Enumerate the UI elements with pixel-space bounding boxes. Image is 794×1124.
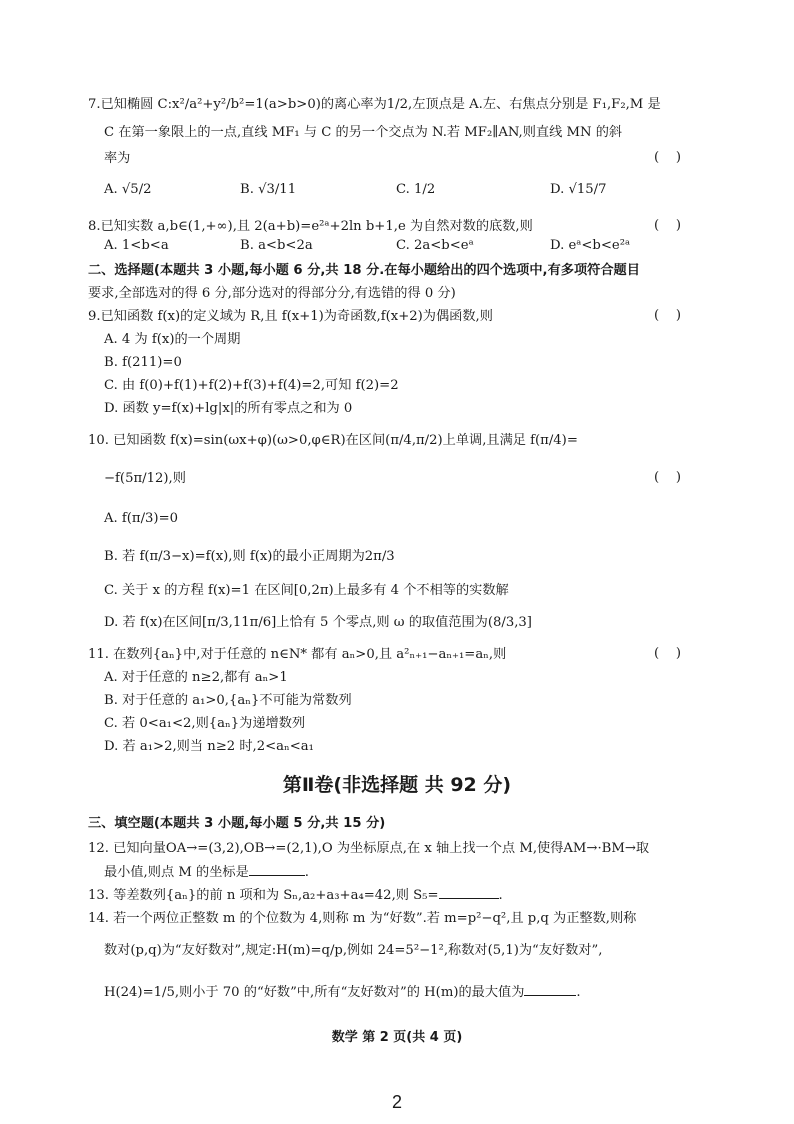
q12-line-2-end: . [304, 865, 309, 880]
q11-answer-paren: ( ) [654, 646, 682, 661]
q9-answer-paren: ( ) [654, 308, 682, 323]
q14-line-1: 14. 若一个两位正整数 m 的个位数为 4,则称 m 为“好数”.若 m=p²−q²,且 p,q 为正整数,则称 [88, 911, 637, 926]
section-2-header-line-1: 二、选择题(本题共 3 小题,每小题 6 分,共 18 分.在每小题给出的四个选项中,有多项符合题目 [88, 263, 640, 278]
q13-answer-blank[interactable] [439, 885, 499, 899]
q10-line-2: −f(5π/12),则 [104, 471, 186, 486]
section-3-header: 三、填空题(本题共 3 小题,每小题 5 分,共 15 分) [88, 816, 386, 831]
q10-option-c: C. 关于 x 的方程 f(x)=1 在区间[0,2π)上最多有 4 个不相等的实数解 [104, 583, 509, 598]
q8-option-a: A. 1<b<a [104, 238, 169, 253]
q10-option-b: B. 若 f(π/3−x)=f(x),则 f(x)的最小正周期为2π/3 [104, 549, 395, 564]
page-footer: 数学 第 2 页(共 4 页) [331, 1030, 463, 1045]
q8-stem: 8.已知实数 a,b∈(1,+∞),且 2(a+b)=e²ᵃ+2ln b+1,e 为自然对数的底数,则 [88, 219, 533, 234]
q14-line-3-text: H(24)=1/5,则小于 70 的“好数”中,所有“友好数对”的 H(m)的最大值为 [104, 985, 525, 1000]
q8-option-c: C. 2a<b<eᵃ [396, 238, 474, 253]
q10-line-1: 10. 已知函数 f(x)=sin(ωx+φ)(ω>0,φ∈R)在区间(π/4,π/2)上单调,且满足 f(π/4)= [88, 433, 578, 448]
q12-line-2-text: 最小值,则点 M 的坐标是 [104, 865, 249, 880]
q9-option-d: D. 函数 y=f(x)+lg|x|的所有零点之和为 0 [104, 401, 353, 416]
q14-line-2: 数对(p,q)为“友好数对”,规定:H(m)=q/p,例如 24=5²−1²,称数对(5,1)为“友好数对”, [104, 943, 603, 958]
q7-line-3: 率为 [104, 151, 131, 166]
q7-option-b: B. √3/11 [240, 182, 297, 197]
page-number: 2 [391, 1092, 402, 1112]
q7-option-d: D. √15/7 [550, 182, 607, 197]
q14-line-3 [104, 982, 581, 1002]
q12-line-2 [104, 862, 309, 882]
q12-answer-blank[interactable] [249, 862, 305, 876]
q10-option-a: A. f(π/3)=0 [104, 511, 179, 526]
q8-answer-paren: ( ) [654, 218, 682, 233]
part-2-title: 第Ⅱ卷(非选择题 共 92 分) [282, 774, 512, 796]
q11-option-b: B. 对于任意的 a₁>0,{aₙ}不可能为常数列 [104, 693, 352, 708]
q11-stem: 11. 在数列{aₙ}中,对于任意的 n∈N* 都有 aₙ>0,且 a²ₙ₊₁−aₙ₊₁=aₙ,则 [88, 647, 507, 662]
q14-answer-blank[interactable] [524, 982, 576, 996]
q14-line-3-end: . [576, 985, 581, 1000]
q7-line-2: C 在第一象限上的一点,直线 MF₁ 与 C 的另一个交点为 N.若 MF₂∥AN,则直线 MN 的斜 [104, 125, 623, 140]
q8-option-d: D. eᵃ<b<e²ᵃ [550, 238, 631, 253]
q7-line-1: 7.已知椭圆 C:x²/a²+y²/b²=1(a>b>0)的离心率为1/2,左顶点是 A.左、右焦点分别是 F₁,F₂,M 是 [88, 97, 661, 112]
q13-line [88, 885, 503, 905]
q11-option-c: C. 若 0<a₁<2,则{aₙ}为递增数列 [104, 716, 306, 731]
section-2-header-line-2: 要求,全部选对的得 6 分,部分选对的得部分分,有选错的得 0 分) [88, 286, 456, 301]
q9-stem: 9.已知函数 f(x)的定义域为 R,且 f(x+1)为奇函数,f(x+2)为偶函数,则 [88, 309, 493, 324]
q8-option-b: B. a<b<2a [240, 238, 313, 253]
q13-end: . [498, 888, 503, 903]
q13-text: 13. 等差数列{aₙ}的前 n 项和为 Sₙ,a₂+a₃+a₄=42,则 S₅= [88, 888, 439, 903]
q10-option-d: D. 若 f(x)在区间[π/3,11π/6]上恰有 5 个零点,则 ω 的取值范围为(8/3,3] [104, 615, 532, 630]
q11-option-a: A. 对于任意的 n≥2,都有 aₙ>1 [104, 670, 288, 685]
q9-option-a: A. 4 为 f(x)的一个周期 [104, 332, 241, 347]
q12-line-1: 12. 已知向量OA→=(3,2),OB→=(2,1),O 为坐标原点,在 x 轴上找一个点 M,使得AM→·BM→取 [88, 841, 650, 856]
q9-option-c: C. 由 f(0)+f(1)+f(2)+f(3)+f(4)=2,可知 f(2)=2 [104, 378, 399, 393]
q10-answer-paren: ( ) [654, 470, 682, 485]
q7-option-c: C. 1/2 [396, 182, 436, 197]
q7-option-a: A. √5/2 [104, 182, 152, 197]
q7-answer-paren: ( ) [654, 150, 682, 165]
q11-option-d: D. 若 a₁>2,则当 n≥2 时,2<aₙ<a₁ [104, 739, 314, 754]
q9-option-b: B. f(211)=0 [104, 355, 182, 370]
